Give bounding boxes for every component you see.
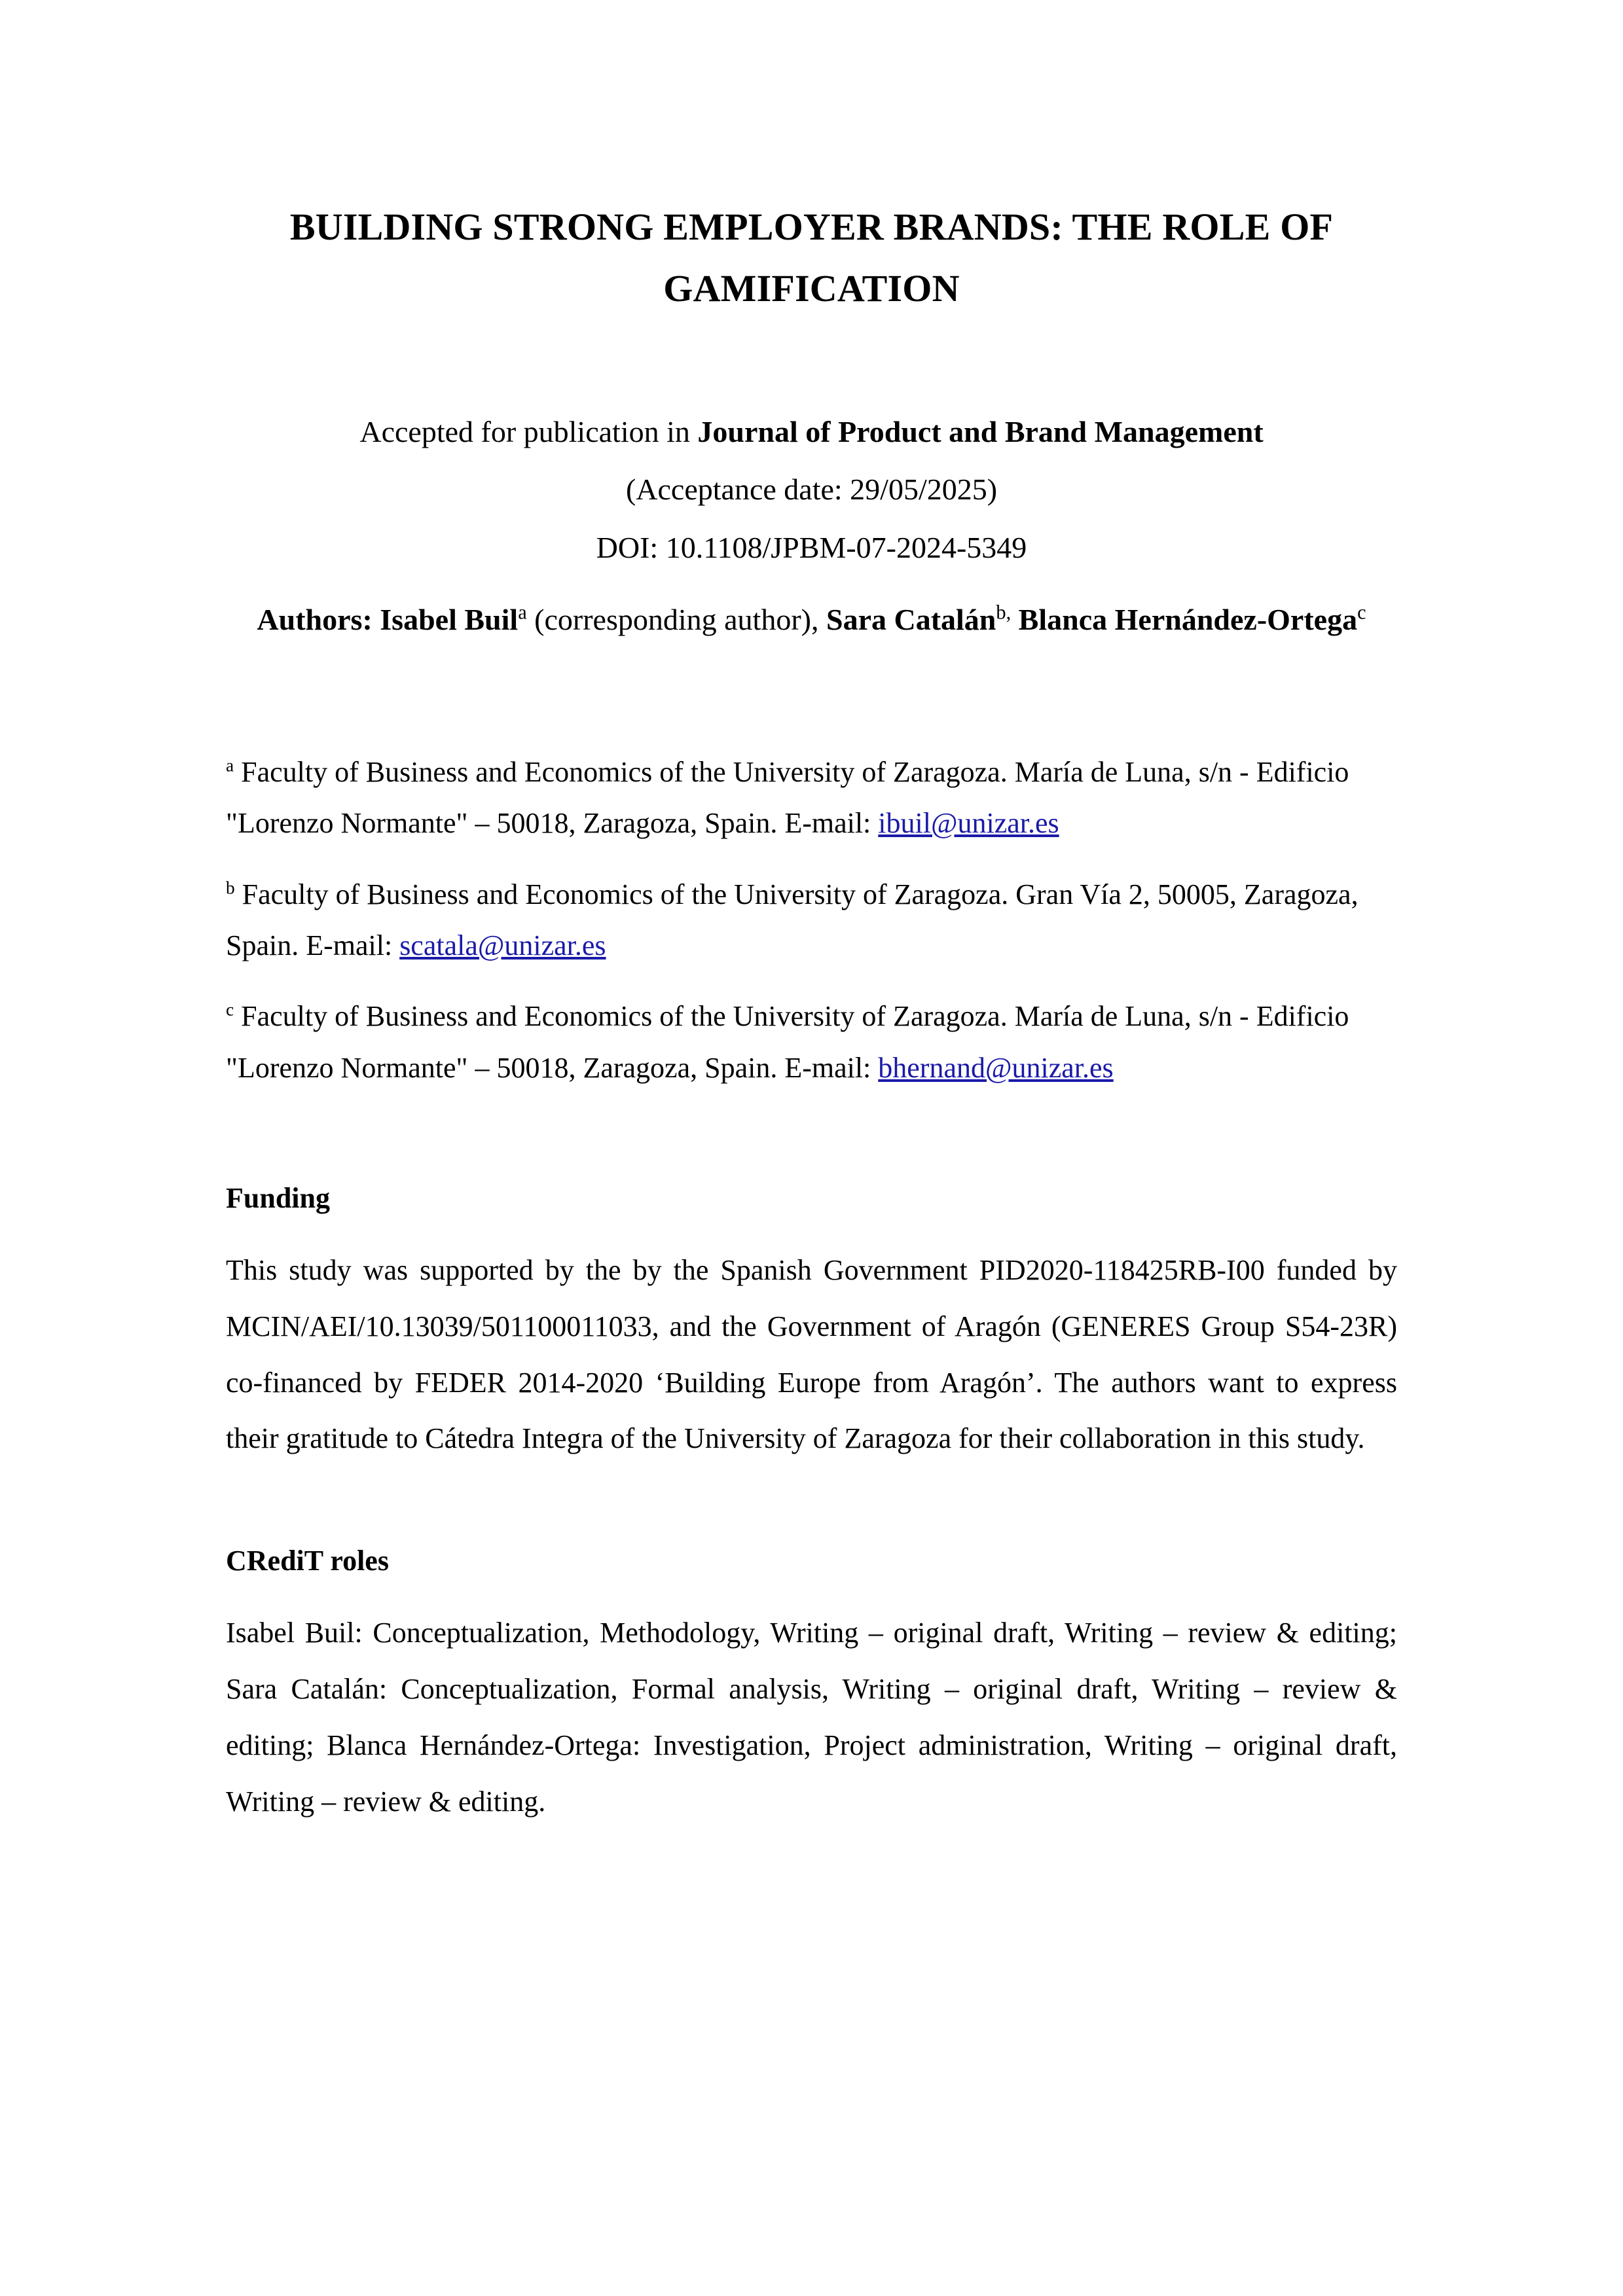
funding-paragraph: This study was supported by the by the Spanish Government PID2020-118425RB-I00 funded by MCIN/AEI/10.13039/501100011033, and the Government of Aragón (GENERES Group S54-23R) co-financed by FEDER 2014-2020 ‘Building Europe from Aragón’. The authors want to express their gratitude to Cátedra Integra of the University of Zaragoza for their collaboration in this study. [226,1254,1397,1455]
page-title: BUILDING STRONG EMPLOYER BRANDS: THE ROLE OF GAMIFICATION [289,206,1334,310]
affiliation-c [226,991,1397,1094]
spacer [226,1113,1397,1181]
authors-label: Authors: [257,602,380,636]
affiliation-c-text: Faculty of Business and Economics of the University of Zaragoza. María de Luna, s/n - Edificio "Lorenzo Normante" – 50018, Zaragoza, Spain. E-mail: [226,1000,1349,1084]
authors-line [226,591,1397,649]
affiliation-a-email-link[interactable]: ibuil@unizar.es [878,807,1059,840]
author-1-marker: a [518,601,527,624]
affiliation-c-marker: c [226,999,234,1020]
author-2-name: Sara Catalán [826,602,996,636]
journal-name: Journal of Product and Brand Management [697,414,1264,448]
accepted-for-publication-line [226,403,1397,461]
author-1-note: (corresponding author), [526,602,826,636]
affiliation-b-email-link[interactable]: scatala@unizar.es [399,929,606,962]
affiliation-a-marker: a [226,755,234,776]
credit-roles-heading: CRediT roles [226,1545,389,1577]
author-1-name: Isabel Buil [380,602,519,636]
funding-heading: Funding [226,1182,330,1215]
affiliation-a-text: Faculty of Business and Economics of the University of Zaragoza. María de Luna, s/n - Edificio "Lorenzo Normante" – 50018, Zaragoza, Spain. E-mail: [226,756,1349,840]
accepted-prefix: Accepted for publication in [359,414,698,448]
author-2-marker: b, [996,601,1012,624]
author-3-marker: c [1357,601,1366,624]
spacer [226,649,1397,747]
spacer [226,1467,1397,1544]
acceptance-date: (Acceptance date: 29/05/2025) [625,473,998,507]
spacer [226,319,1397,403]
doi-line: DOI: 10.1108/JPBM-07-2024-5349 [596,530,1027,564]
credit-roles-paragraph: Isabel Buil: Conceptualization, Methodology, Writing – original draft, Writing – review & editing; Sara Catalán: Conceptualization, Formal analysis, Writing – original draft, Writing – review & editing; Blanca Hernández-Ortega: Investigation, Project administration, Writing – original draft, Writing – review & editing. [226,1617,1397,1818]
affiliation-b-marker: b [226,878,235,898]
affiliation-a [226,747,1397,850]
author-3-name: Blanca Hernández-Ortega [1011,602,1358,636]
affiliation-c-email-link[interactable]: bhernand@unizar.es [878,1051,1114,1084]
affiliation-b [226,869,1397,972]
affiliation-b-text: Faculty of Business and Economics of the University of Zaragoza. Gran Vía 2, 50005, Zaragoza, Spain. E-mail: [226,878,1359,962]
